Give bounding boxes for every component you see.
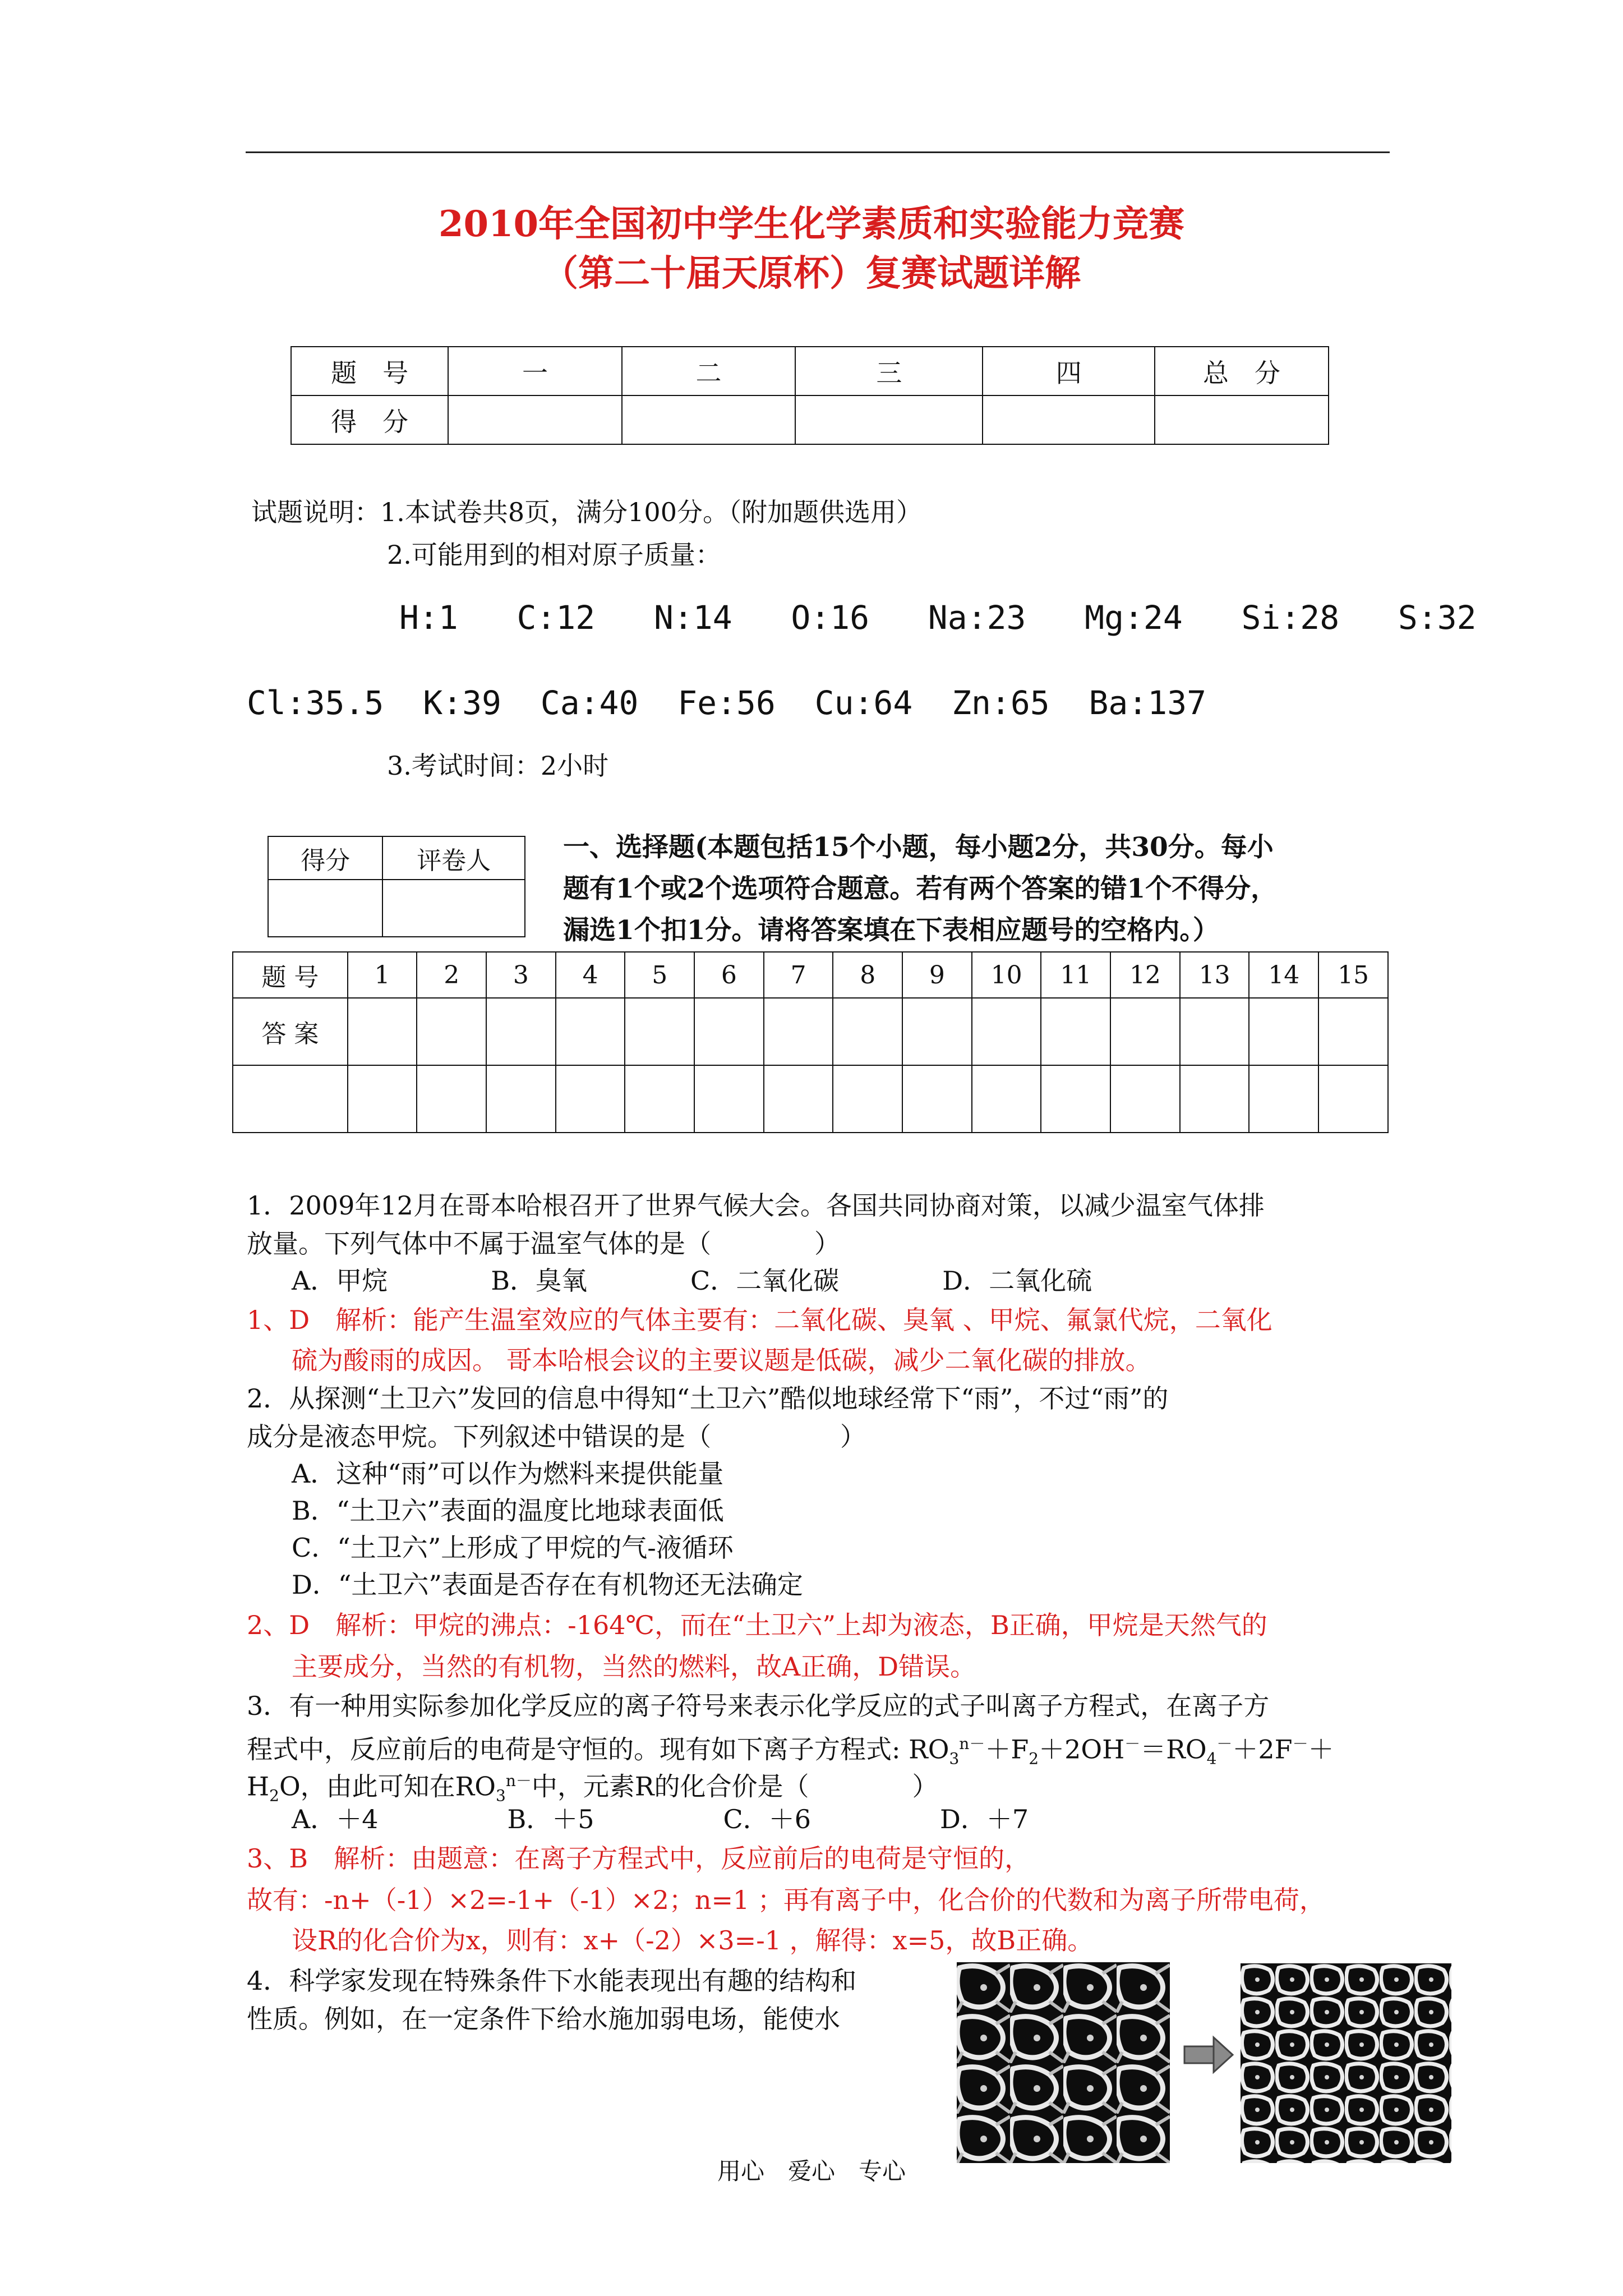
q2-option-b: B．“土卫六”表面的温度比地球表面低 — [292, 1496, 724, 1526]
transform-arrow-icon — [1183, 2035, 1234, 2077]
score-cell — [1155, 395, 1329, 444]
instructions-line3: 3.考试时间：2小时 — [387, 751, 609, 781]
answer-cell — [902, 998, 972, 1065]
page-title-line2: （第二十届天原杯）复赛试题详解 — [542, 252, 1081, 295]
answer-cell — [1041, 1065, 1110, 1133]
answer-cell — [1249, 1065, 1318, 1133]
q2-option-c: C．“土卫六”上形成了甲烷的气-液循环 — [292, 1533, 734, 1563]
question-number-cell: 4 — [556, 952, 625, 998]
q3-stem-line2: 程式中，反应前后的电荷是守恒的。现有如下离子方程式: $RO_3^{n-}+F_2+2OH^-=RO_4^-+2F^-+$ — [247, 1734, 1334, 1768]
answer-table-number-label: 题 号 — [233, 952, 348, 998]
q1-stem-line1: 1．2009年12月在哥本哈根召开了世界气候大会。各国共同协商对策，以减少温室气体排 — [247, 1190, 1265, 1221]
q3-stem-text: H — [247, 1771, 270, 1802]
section1-heading-line3: 漏选1个扣1分。请将答案填在下表相应题号的空格内。） — [563, 915, 1219, 946]
grader-name-cell — [382, 880, 525, 937]
q2-answer-line2: 主要成分，当然的有机物，当然的燃料，故A正确，D错误。 — [292, 1651, 976, 1682]
answer-cell — [1041, 998, 1110, 1065]
question-number-cell: 7 — [764, 952, 833, 998]
question-number-cell: 8 — [833, 952, 902, 998]
answer-cell — [1110, 1065, 1180, 1133]
q3-equation-part: ＋ — [1308, 1734, 1334, 1765]
page-footer: 用心 爱心 专心 — [717, 2157, 906, 2185]
water-structure-before-image — [957, 1962, 1170, 2163]
question-number-cell: 15 — [1318, 952, 1388, 998]
answer-cell — [625, 1065, 694, 1133]
answer-cell — [764, 1065, 833, 1133]
question-number-cell: 11 — [1041, 952, 1110, 998]
q4-stem-line1: 4．科学家发现在特殊条件下水能表现出有趣的结构和 — [247, 1966, 857, 1996]
water-structure-after-image — [1241, 1963, 1451, 2163]
grader-score-cell — [268, 880, 382, 937]
instructions-line1: 试题说明：1.本试卷共8页，满分100分。（附加题供选用） — [251, 497, 922, 527]
answer-cell — [972, 1065, 1041, 1133]
section1-heading-line1: 一、选择题(本题包括15个小题，每小题2分，共30分。每小 — [563, 832, 1274, 863]
answer-cell — [1318, 1065, 1388, 1133]
score-cell — [983, 395, 1155, 444]
score-header-cell: 总 分 — [1155, 347, 1329, 395]
question-number-cell: 10 — [972, 952, 1041, 998]
q2-option-d: D．“土卫六”表面是否存在有机物还无法确定 — [292, 1570, 803, 1600]
answer-cell — [1318, 998, 1388, 1065]
score-table — [291, 346, 1329, 445]
answer-cell — [694, 1065, 764, 1133]
score-header-cell: 四 — [983, 347, 1155, 395]
q1-answer-line2: 硫为酸雨的成因。 哥本哈根会议的主要议题是低碳，减少二氧化碳的排放。 — [292, 1345, 1151, 1375]
q3-stem-line3: $H_2O$，由此可知在$RO_3^{n-}$中，元素R的化合价是（ ） — [247, 1771, 938, 1805]
answer-table-answer-label: 答 案 — [233, 998, 348, 1065]
section1-heading-line2: 题有1个或2个选项符合题意。若有两个答案的错1个不得分， — [563, 873, 1278, 904]
answer-cell — [833, 1065, 902, 1133]
q3-answer-line1: 3、B 解析：由题意：在离子方程式中，反应前后的电荷是守恒的， — [247, 1843, 1031, 1874]
q3-stem-text: O，由此可知在RO — [279, 1771, 496, 1802]
answer-cell — [694, 998, 764, 1065]
page-title-line1: 2010年全国初中学生化学素质和实验能力竞赛 — [438, 203, 1185, 245]
answer-cell — [417, 1065, 486, 1133]
q3-equation-part: ＋2F — [1232, 1734, 1293, 1765]
score-cell — [448, 395, 622, 444]
answer-cell — [556, 1065, 625, 1133]
question-number-cell: 9 — [902, 952, 972, 998]
atomic-masses-row2: Cl:35.5 K:39 Ca:40 Fe:56 Cu:64 Zn:65 Ba:137 — [247, 684, 1207, 722]
score-header-cell: 题 号 — [291, 347, 448, 395]
q3-stem-text: 程式中，反应前后的电荷是守恒的。现有如下离子方程式: RO — [247, 1734, 949, 1765]
instructions-line2: 2.可能用到的相对原子质量： — [387, 540, 721, 570]
top-rule — [246, 151, 1390, 153]
grader-box — [268, 836, 525, 937]
question-number-cell: 6 — [694, 952, 764, 998]
q1-options: A．甲烷 B．臭氧 C．二氧化碳 D．二氧化硫 — [292, 1266, 1092, 1296]
q2-stem-line1: 2．从探测“土卫六”发回的信息中得知“土卫六”酷似地球经常下“雨”，不过“雨”的 — [247, 1383, 1169, 1414]
answer-cell — [556, 998, 625, 1065]
q3-equation-part: ＋F — [985, 1734, 1029, 1765]
answer-cell — [972, 998, 1041, 1065]
answer-cell — [625, 998, 694, 1065]
question-number-cell: 3 — [486, 952, 556, 998]
answer-cell — [348, 1065, 417, 1133]
q3-equation-part: ＋2OH — [1039, 1734, 1125, 1765]
score-row-label: 得 分 — [291, 395, 448, 444]
q1-stem-line2: 放量。下列气体中不属于温室气体的是（ ） — [247, 1228, 840, 1259]
question-number-cell: 2 — [417, 952, 486, 998]
q2-answer-line1: 2、D 解析：甲烷的沸点：-164℃，而在“土卫六”上却为液态，B正确，甲烷是天然气的 — [247, 1610, 1267, 1640]
score-header-cell: 一 — [448, 347, 622, 395]
answer-cell — [1180, 1065, 1249, 1133]
question-number-cell: 12 — [1110, 952, 1180, 998]
answer-cell — [833, 998, 902, 1065]
score-header-cell: 二 — [622, 347, 796, 395]
grader-name-label: 评卷人 — [382, 836, 525, 880]
answer-cell — [486, 1065, 556, 1133]
answer-cell — [902, 1065, 972, 1133]
answer-cell — [1110, 998, 1180, 1065]
q4-stem-line2: 性质。例如，在一定条件下给水施加弱电场，能使水 — [247, 2004, 840, 2034]
q3-stem-text: 中，元素R的化合价是（ ） — [531, 1771, 938, 1802]
question-number-cell: 1 — [348, 952, 417, 998]
answer-cell — [348, 998, 417, 1065]
score-header-cell: 三 — [795, 347, 983, 395]
q3-equation-part: ＝RO — [1140, 1734, 1207, 1765]
q2-stem-line2: 成分是液态甲烷。下列叙述中错误的是（ ） — [247, 1421, 866, 1452]
question-number-cell: 14 — [1249, 952, 1318, 998]
answer-cell — [417, 998, 486, 1065]
grader-score-label: 得分 — [268, 836, 382, 880]
q3-options: A．＋4 B．＋5 C．＋6 D．＋7 — [292, 1804, 1029, 1834]
answer-table — [232, 951, 1389, 1133]
answer-cell — [486, 998, 556, 1065]
score-cell — [795, 395, 983, 444]
answer-cell — [764, 998, 833, 1065]
score-cell — [622, 395, 796, 444]
atomic-masses-row1: H:1 C:12 N:14 O:16 Na:23 Mg:24 Si:28 S:32 — [399, 599, 1477, 637]
q1-answer-line1: 1、D 解析：能产生温室效应的气体主要有：二氧化碳、臭氧 、甲烷、氟氯代烷，二氧化 — [247, 1305, 1272, 1335]
q3-answer-line2: 故有：-n+（-1）×2=-1+（-1）×2；n=1 ；再有离子中，化合价的代数和为离子所带电荷， — [247, 1885, 1325, 1915]
question-number-cell: 5 — [625, 952, 694, 998]
question-number-cell: 13 — [1180, 952, 1249, 998]
q2-option-a: A．这种“雨”可以作为燃料来提供能量 — [292, 1458, 724, 1489]
answer-table-blank-label — [233, 1065, 348, 1133]
q3-stem-line1: 3．有一种用实际参加化学反应的离子符号来表示化学反应的式子叫离子方程式，在离子方 — [247, 1691, 1270, 1721]
answer-cell — [1249, 998, 1318, 1065]
q3-answer-line3: 设R的化合价为x，则有：x+（-2）×3=-1 ，解得：x=5，故B正确。 — [292, 1925, 1094, 1955]
answer-cell — [1180, 998, 1249, 1065]
